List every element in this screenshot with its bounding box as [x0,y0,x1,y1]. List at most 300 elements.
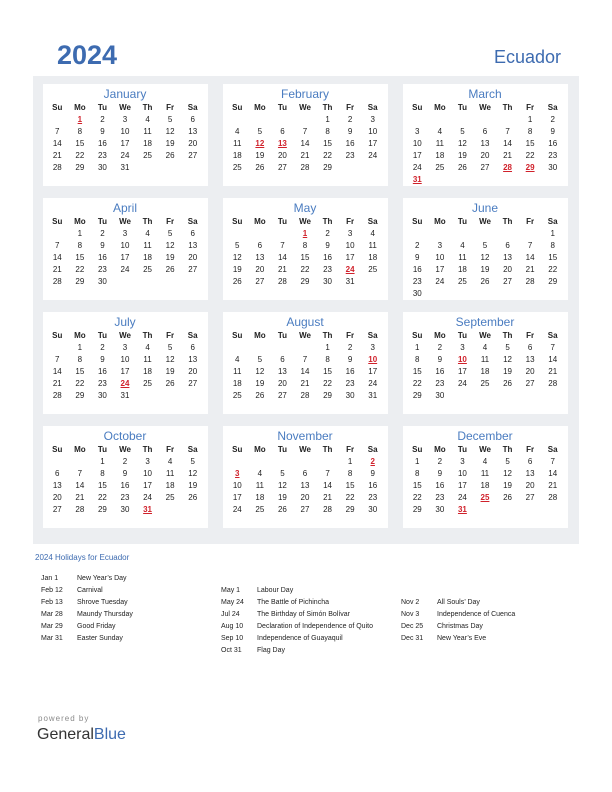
weekday-label: Tu [277,445,288,454]
holiday-date: Jan 1 [41,575,59,582]
day: 4 [145,343,150,352]
weekday-label: Mo [254,103,266,112]
day: 23 [435,379,445,388]
holiday-name: Independence of Cuenca [437,611,516,618]
day: 26 [165,265,175,274]
weekday-label: Su [52,217,63,226]
day: 9 [122,469,128,478]
day: 24 [368,379,378,388]
day: 5 [505,343,510,352]
weekday-label: Sa [367,217,378,226]
empty-day [496,504,519,516]
day: 18 [143,139,153,148]
weekday-label: We [479,445,491,454]
day: 3 [437,241,443,250]
day: 29 [323,391,333,400]
day: 6 [190,343,195,352]
day: 19 [503,481,513,490]
day: 31 [120,163,130,172]
empty-day [519,228,542,240]
month-february [223,84,388,186]
day: 21 [548,367,558,376]
holiday-entry [41,609,133,621]
empty-day [181,390,204,402]
day: 30 [548,163,558,172]
day: 24 [120,151,130,160]
holiday-date: Aug 10 [221,623,244,630]
day: 18 [457,265,467,274]
country-title: Ecuador [493,47,561,67]
day: 6 [527,457,533,466]
day: 2 [437,457,443,466]
month-march [403,84,568,186]
day: 28 [300,163,310,172]
day: 1 [415,343,420,352]
weekday-label: Mo [434,331,446,340]
weekday-label: Fr [346,103,355,112]
day: 23 [97,265,107,274]
day: 1 [77,229,83,238]
day: 16 [548,139,558,148]
empty-day [136,276,159,288]
day: 23 [368,493,378,502]
empty-day [226,342,249,354]
month-november [223,426,388,528]
weekday-label: Su [232,331,243,340]
empty-day [474,504,497,516]
day: 8 [415,469,420,478]
months-grid [43,84,568,528]
day: 7 [302,127,308,136]
day: 5 [257,355,263,364]
days-grid [406,114,564,186]
empty-day [451,174,474,186]
weekday-label: Sa [187,331,198,340]
day: 20 [188,253,198,262]
weekday-label: Fr [526,217,535,226]
day: 7 [527,241,533,250]
days-grid [406,456,564,516]
empty-day [429,228,452,240]
day: 6 [527,343,533,352]
month-name: December [457,429,513,443]
holiday-date: Mar 29 [41,623,63,630]
day: 4 [437,127,443,136]
empty-day [474,228,497,240]
day: 28 [75,505,85,514]
month-october [43,426,208,528]
day: 17 [457,481,467,490]
day: 11 [480,469,490,478]
holiday-date: May 1 [221,587,241,594]
day: 17 [368,367,378,376]
weekday-label: Tu [457,445,468,454]
day: 8 [527,127,533,136]
empty-day [226,114,249,126]
day: 24 [457,493,467,502]
empty-day [249,342,272,354]
day: 22 [323,151,333,160]
weekday-label: Fr [166,331,175,340]
holiday-day: 10 [368,355,378,364]
day: 13 [300,481,310,490]
weekday-label: Th [502,103,513,112]
holiday-day: 3 [235,469,240,478]
day: 14 [548,355,558,364]
day: 29 [548,277,558,286]
day: 2 [347,343,353,352]
day: 11 [233,367,242,376]
day: 3 [460,343,465,352]
day: 19 [480,265,490,274]
empty-day [519,174,542,186]
day: 22 [412,493,422,502]
weekday-label: We [479,103,491,112]
day: 18 [435,151,445,160]
day: 8 [100,469,105,478]
weekday-label: Fr [166,217,175,226]
day: 10 [232,481,242,490]
weekday-label: Th [322,445,333,454]
weekday-header [226,216,384,228]
day: 17 [143,481,153,490]
day: 2 [550,115,555,124]
day: 30 [368,505,378,514]
day: 4 [460,241,465,250]
day: 12 [480,253,490,262]
month-name: August [286,315,324,329]
weekday-label: Mo [434,217,446,226]
day: 26 [503,493,513,502]
day: 20 [188,139,198,148]
days-grid [406,228,564,300]
day: 13 [52,481,62,490]
weekday-label: Fr [346,331,355,340]
day: 30 [345,391,355,400]
empty-day [159,276,182,288]
day: 7 [325,469,330,478]
weekday-header [46,102,204,114]
weekday-label: Tu [457,103,468,112]
holiday-date: May 24 [221,599,244,606]
day: 11 [143,127,152,136]
weekday-label: We [479,331,491,340]
weekday-label: Th [142,445,153,454]
holiday-entry [401,597,515,609]
day: 11 [458,253,467,262]
day: 25 [457,277,467,286]
weekday-label: We [479,217,491,226]
weekday-label: We [299,331,311,340]
holiday-name: Flag Day [257,647,286,654]
day: 11 [143,241,152,250]
day: 26 [255,163,265,172]
day: 1 [325,115,330,124]
day: 3 [415,127,420,136]
day: 25 [368,265,378,274]
day: 29 [412,391,422,400]
day: 11 [480,355,490,364]
day: 22 [75,151,85,160]
day: 15 [75,253,85,262]
day: 4 [235,127,240,136]
day: 8 [302,241,308,250]
holiday-date: Dec 31 [401,635,424,642]
day: 16 [368,481,378,490]
day: 29 [75,391,85,400]
weekday-label: Mo [434,103,446,112]
empty-day [496,390,519,402]
day: 7 [77,469,83,478]
day: 13 [255,253,265,262]
empty-day [339,162,362,174]
month-name: October [103,429,147,443]
day: 15 [97,481,107,490]
day: 12 [457,139,467,148]
holiday-entry [41,585,133,597]
day: 4 [167,457,173,466]
weekday-label: Su [412,331,423,340]
day: 1 [100,457,105,466]
day: 1 [527,115,533,124]
holiday-date: Sep 10 [221,635,244,642]
day: 27 [525,493,535,502]
empty-day [46,228,69,240]
brand-part-1: General [37,726,94,743]
weekday-label: Su [232,217,243,226]
day: 9 [347,127,353,136]
day: 8 [415,355,420,364]
weekday-label: Tu [97,445,108,454]
day: 12 [255,367,265,376]
empty-day [316,456,339,468]
day: 10 [345,241,355,250]
day: 2 [325,229,330,238]
weekday-label: Sa [187,217,198,226]
holiday-day: 2 [370,457,375,466]
weekday-label: Fr [346,217,355,226]
day: 18 [368,253,378,262]
day: 15 [75,139,85,148]
day: 20 [525,481,535,490]
day: 14 [548,469,558,478]
holiday-name: New Year’s Day [77,575,127,582]
day: 2 [347,115,353,124]
empty-day [226,456,249,468]
day: 16 [323,253,333,262]
weekday-header [406,216,564,228]
day: 4 [257,469,263,478]
days-grid [226,342,384,402]
day: 24 [143,493,153,502]
day: 13 [503,253,513,262]
day: 23 [548,151,558,160]
day: 20 [480,151,490,160]
day: 11 [255,481,264,490]
empty-day [294,342,317,354]
weekday-label: Tu [97,217,108,226]
generalblue-logo[interactable] [37,726,126,744]
weekday-label: Sa [367,331,378,340]
day: 21 [503,151,513,160]
day: 24 [435,277,445,286]
holiday-date: Mar 31 [41,635,63,642]
empty-day [46,114,69,126]
empty-day [159,390,182,402]
day: 14 [75,481,85,490]
holiday-date: Jul 24 [221,611,240,618]
day: 3 [145,457,150,466]
day: 29 [300,277,310,286]
holiday-name: Carnival [77,587,103,594]
day: 11 [165,469,175,478]
weekday-label: Su [412,217,423,226]
days-grid [226,114,384,174]
month-july [43,312,208,414]
day: 23 [120,493,130,502]
weekday-label: Tu [97,103,108,112]
empty-day [159,162,182,174]
holiday-name: The Birthday of Simón Bolívar [257,611,350,618]
day: 18 [143,253,153,262]
holiday-column-1 [41,573,133,645]
weekday-label: Sa [367,103,378,112]
weekday-label: We [119,103,131,112]
weekday-label: Mo [74,103,86,112]
day: 23 [412,277,422,286]
day: 27 [52,505,62,514]
day: 3 [370,115,375,124]
holiday-date: Feb 13 [41,599,63,606]
day: 26 [188,493,198,502]
days-grid [46,228,204,288]
holiday-entry [221,633,373,645]
day: 15 [323,367,333,376]
holiday-day: 13 [277,139,287,148]
days-grid [406,342,564,402]
weekday-label: Mo [254,445,266,454]
day: 31 [345,277,355,286]
weekday-label: Th [322,103,333,112]
day: 3 [460,457,465,466]
weekday-label: Fr [526,331,535,340]
weekday-label: Th [502,331,513,340]
day: 19 [277,493,287,502]
weekday-label: Fr [166,445,175,454]
day: 30 [97,391,107,400]
holiday-entry [221,621,373,633]
day: 20 [52,493,62,502]
day: 10 [457,469,467,478]
day: 13 [188,355,198,364]
day: 22 [548,265,558,274]
day: 28 [548,493,558,502]
day: 28 [52,391,62,400]
weekday-label: Th [322,217,333,226]
holiday-name: Declaration of Independence of Quito [257,623,373,630]
day: 20 [188,367,198,376]
holiday-entry [41,573,133,585]
holiday-day: 12 [255,139,265,148]
day: 25 [143,265,153,274]
day: 9 [370,469,375,478]
day: 25 [143,151,153,160]
empty-day [226,228,249,240]
day: 22 [75,265,85,274]
holiday-date: Dec 25 [401,623,424,630]
day: 9 [550,127,555,136]
empty-day [541,390,564,402]
weekday-label: Fr [166,103,175,112]
day: 27 [480,163,490,172]
holiday-day: 31 [457,505,467,514]
day: 12 [165,127,175,136]
holiday-entry [41,597,133,609]
weekday-header [226,102,384,114]
day: 29 [75,277,85,286]
day: 29 [323,163,333,172]
day: 23 [97,151,107,160]
day: 26 [277,505,287,514]
weekday-label: We [299,103,311,112]
day: 28 [300,391,310,400]
empty-day [451,114,474,126]
weekday-header [46,330,204,342]
day: 3 [347,229,353,238]
day: 27 [255,277,265,286]
weekday-header [46,444,204,456]
weekday-label: Mo [254,331,266,340]
day: 12 [232,253,242,262]
day: 6 [505,241,510,250]
empty-day [474,114,497,126]
day: 18 [232,151,242,160]
weekday-label: We [119,217,131,226]
empty-day [361,276,384,288]
day: 4 [235,355,240,364]
day: 27 [188,265,198,274]
weekday-label: Th [142,103,153,112]
empty-day [69,456,92,468]
empty-day [429,288,452,300]
day: 28 [323,505,333,514]
empty-day [114,276,137,288]
day: 8 [347,469,353,478]
day: 13 [480,139,490,148]
day: 21 [277,265,287,274]
empty-day [406,114,429,126]
day: 14 [323,481,333,490]
day: 8 [77,127,83,136]
day: 29 [75,163,85,172]
day: 29 [97,505,107,514]
day: 17 [345,253,355,262]
day: 21 [52,151,62,160]
day: 7 [302,355,308,364]
day: 11 [435,139,444,148]
day: 15 [323,139,333,148]
weekday-label: We [299,445,311,454]
day: 17 [457,367,467,376]
day: 15 [525,139,535,148]
day: 18 [143,367,153,376]
weekday-label: Sa [547,103,558,112]
day: 25 [165,493,175,502]
empty-day [451,390,474,402]
holiday-day: 1 [77,115,83,124]
day: 31 [368,391,378,400]
day: 23 [435,493,445,502]
